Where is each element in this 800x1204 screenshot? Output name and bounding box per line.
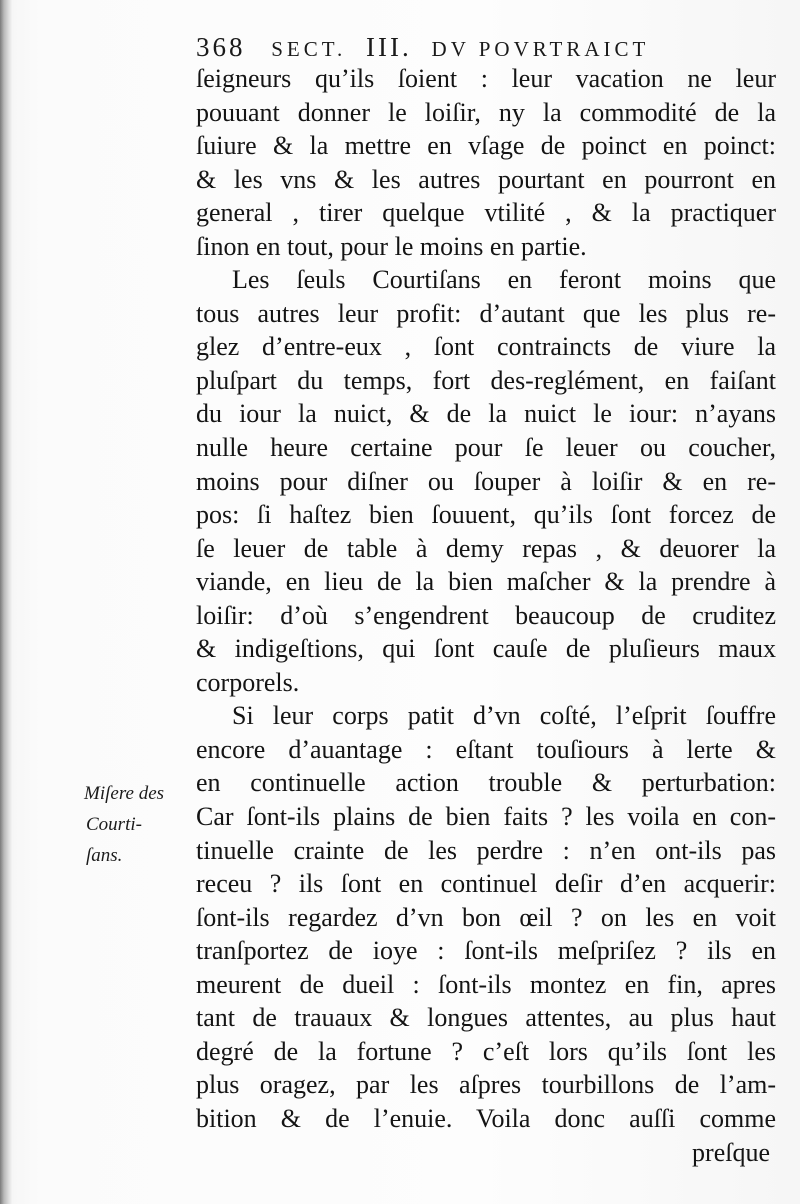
text-line: plus oragez, par les aſpres tourbillons de l’am- xyxy=(196,1070,776,1100)
text-line: general , tirer quelque vtilité , & la practiquer xyxy=(196,198,776,228)
text-line: nulle heure certaine pour ſe leuer ou coucher, xyxy=(196,433,776,463)
binding-gutter-shadow xyxy=(0,0,12,1204)
text-line: encore d’auantage : eſtant touſiours à lerte & xyxy=(196,734,776,764)
marginal-note-line: Courti- xyxy=(86,814,142,835)
text-line: meurent de dueil : ſont-ils montez en fin, apres xyxy=(196,969,776,999)
text-line: Les ſeuls Courtiſans en feront moins que xyxy=(232,265,776,295)
running-title: DV POVRTRAICT xyxy=(431,37,650,61)
text-line: pouuant donner le loiſir, ny la commodité de la xyxy=(196,97,776,127)
text-line: & les vns & les autres pourtant en pourront en xyxy=(196,164,776,194)
text-line: ſeigneurs qu’ils ſoient : leur vacation ne leur xyxy=(196,64,776,93)
text-line: ſe leuer de table à demy repas , & deuorer la xyxy=(196,533,776,563)
text-line: Car ſont-ils plains de bien faits ? les voila en con- xyxy=(196,802,776,832)
text-line: viande, en lieu de la bien maſcher & la prendre à xyxy=(196,567,776,597)
text-line: tranſportez de ioye : ſont-ils meſpriſez ? ils en xyxy=(196,936,776,966)
text-line: en continuelle action trouble & perturbation: xyxy=(196,768,776,798)
marginal-note-line: ſans. xyxy=(86,845,123,866)
text-line: du iour la nuict, & de la nuict le iour: n’ayans xyxy=(196,399,776,429)
text-line: corporels. xyxy=(196,667,300,697)
page-number: 368 xyxy=(196,32,246,62)
running-header xyxy=(196,30,776,64)
body-text xyxy=(196,62,776,1169)
text-line: glez d’entre-eux , ſont contraincts de viure la xyxy=(196,332,776,362)
text-line: loiſir: d’où s’engendrent beaucoup de cruditez xyxy=(196,600,776,630)
text-line: ſuiure & la mettre en vſage de poinct en poinct: xyxy=(196,131,776,161)
text-line: ſont-ils regardez d’vn bon œil ? on les en voit xyxy=(196,902,776,932)
text-line: pos: ſi haſtez bien ſouuent, qu’ils ſont forcez de xyxy=(196,500,776,530)
text-line: receu ? ils ſont en continuel deſir d’en acquerir: xyxy=(196,869,776,899)
text-line: tous autres leur profit: d’autant que les plus re- xyxy=(196,298,776,328)
text-line: ſinon en tout, pour le moins en partie. xyxy=(196,231,587,261)
text-line: Si leur corps patit d’vn coſté, l’eſprit ſouffre xyxy=(232,701,776,731)
text-line: pluſpart du temps, fort des-reglément, en faiſant xyxy=(196,365,776,395)
text-line: tant de trauaux & longues attentes, au plus haut xyxy=(196,1003,776,1033)
text-line: bition & de l’enuie. Voila donc auſſi comme xyxy=(196,1103,776,1133)
marginal-note xyxy=(84,778,194,871)
text-line: moins pour diſner ou ſouper à loiſir & en re- xyxy=(196,466,776,496)
text-line: degré de la fortune ? c’eſt lors qu’ils ſont les xyxy=(196,1036,776,1066)
text-line: tinuelle crainte de les perdre : n’en ont-ils pas xyxy=(196,835,776,865)
marginal-note-line: Miſere des xyxy=(84,783,165,804)
section-label: SECT. xyxy=(271,37,347,61)
catchword: preſque xyxy=(692,1137,770,1167)
text-line: & indigeſtions, qui ſont cauſe de pluſieurs maux xyxy=(196,634,776,664)
section-number: III. xyxy=(366,32,412,62)
